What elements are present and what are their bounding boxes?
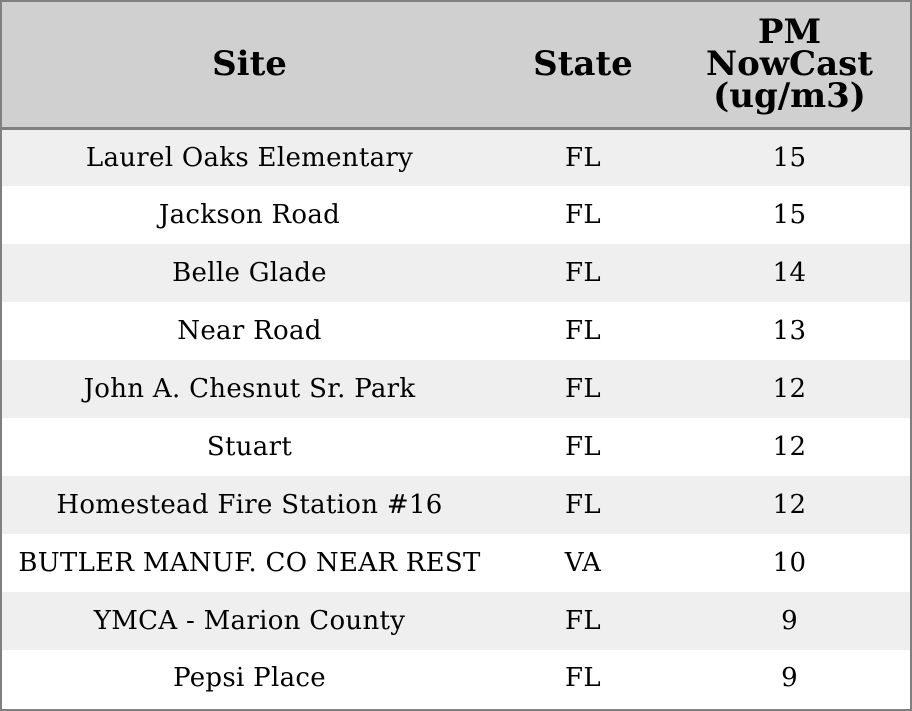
site-cell: Laurel Oaks Elementary: [85, 142, 414, 173]
table-header: [2, 2, 910, 128]
table-row: [2, 592, 910, 650]
table-row: [2, 534, 910, 592]
site-cell: Stuart: [206, 432, 293, 462]
pm-header-line-3: (ug/m3): [713, 76, 866, 117]
site-cell: BUTLER MANUF. CO NEAR REST: [18, 548, 481, 578]
column-header-site[interactable]: Site: [2, 2, 497, 128]
pm-value-cell: 9: [781, 663, 798, 693]
header-row: [2, 2, 910, 128]
column-header-pm-nowcast[interactable]: [669, 2, 910, 128]
column-header-state[interactable]: State: [497, 2, 669, 128]
table-row: [2, 186, 910, 244]
pm-value-cell: 10: [772, 548, 807, 578]
table-row: [2, 128, 910, 186]
table-row: [2, 418, 910, 476]
state-cell: FL: [565, 374, 601, 404]
state-cell: FL: [565, 316, 601, 346]
site-cell: Pepsi Place: [173, 663, 326, 693]
table-row: [2, 360, 910, 418]
table-row: [2, 302, 910, 360]
pm-value-cell: 9: [781, 606, 798, 636]
site-cell: John A. Chesnut Sr. Park: [83, 374, 416, 404]
state-cell: FL: [565, 490, 601, 520]
state-cell: FL: [565, 663, 601, 693]
pm-value-cell: 15: [772, 200, 807, 230]
state-cell: FL: [565, 258, 601, 288]
pm-header-line-2: NowCast: [706, 44, 873, 85]
pm-value-cell: 12: [772, 374, 807, 404]
pm-header-line-1: PM: [757, 12, 822, 53]
state-cell: VA: [564, 548, 602, 578]
site-cell: Belle Glade: [172, 258, 327, 288]
state-cell: FL: [565, 200, 601, 230]
state-cell: FL: [565, 142, 601, 173]
site-cell: YMCA - Marion County: [93, 606, 406, 636]
table-row: [2, 650, 910, 706]
table-row: [2, 476, 910, 534]
pm-value-cell: 13: [772, 316, 807, 346]
pm-value-cell: 14: [772, 258, 807, 288]
site-cell: Homestead Fire Station #16: [56, 490, 443, 520]
table-body: [2, 128, 910, 706]
state-cell: FL: [565, 606, 601, 636]
site-cell: Jackson Road: [158, 200, 341, 230]
air-quality-table: [2, 2, 910, 706]
pm-value-cell: 12: [772, 490, 807, 520]
pm-value-cell: 12: [772, 432, 807, 462]
pm-value-cell: 15: [772, 142, 807, 173]
table-row: [2, 244, 910, 302]
site-cell: Near Road: [177, 316, 322, 346]
state-cell: FL: [565, 432, 601, 462]
